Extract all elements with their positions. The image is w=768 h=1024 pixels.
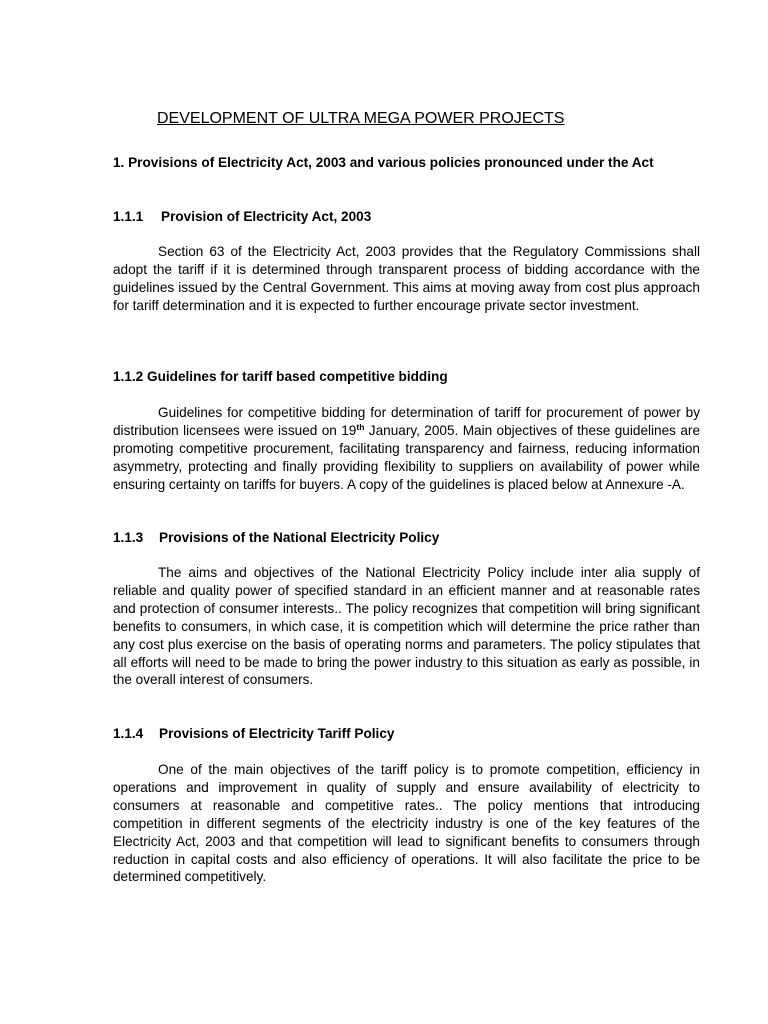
section-1-1-3-title: Provisions of the National Electricity Policy	[159, 530, 440, 545]
section-1-heading: 1. Provisions of Electricity Act, 2003 and various policies pronounced under the Act	[113, 155, 654, 170]
section-1-1-2-heading: 1.1.2 Guidelines for tariff based competitive bidding	[113, 369, 448, 384]
section-1-1-4-title: Provisions of Electricity Tariff Policy	[159, 726, 395, 741]
section-1-1-4-number: 1.1.4	[113, 726, 144, 741]
document-title: DEVELOPMENT OF ULTRA MEGA POWER PROJECTS	[157, 110, 565, 127]
section-1-1-3-paragraph	[113, 564, 700, 689]
section-1-1-1-title: Provision of Electricity Act, 2003	[161, 209, 372, 224]
section-1-1-3-text: The aims and objectives of the National Electricity Policy include inter alia supply of reliable and quality power of specified standard in an efficient manner and at reasonable rates and protection of consumer interests.. The policy recognizes that competition will bring significant benefits to consumers, in which case, it is competition which will determine the price rather than any cost plus exercise on the basis of operating norms and parameters. The policy stipulates that all efforts will need to be made to bring the power industry to this situation as early as possible, in the overall interest of consumers.	[113, 565, 700, 688]
section-1-1-4-heading	[113, 725, 394, 742]
section-1-1-4-text: One of the main objectives of the tariff policy is to promote competition, efficiency in operations and improvement in quality of supply and ensure availability of electricity to consumers at reasonable and competitive rates.. The policy mentions that introducing competition in different segments of the electricity industry is one of the key features of the Electricity Act, 2003 and that competition will lead to significant benefits to consumers through reduction in capital costs and also efficiency of operations. It will also facilitate the price to be determined competitively.	[113, 762, 700, 885]
section-1-1-1-text: Section 63 of the Electricity Act, 2003 provides that the Regulatory Commissions shall adopt the tariff if it is determined through transparent process of bidding accordance with the guidelines issued by the Central Government. This aims at moving away from cost plus approach for tariff determination and it is expected to further encourage private sector investment.	[113, 244, 700, 313]
section-1-1-2-text-b: January, 2005. Main objectives of these guidelines are promoting competitive procurement, facilitating transparency and fairness, reducing information asymmetry, protecting and finally providing flexibility to suppliers on availability of power while ensuring certainty on tariffs for buyers. A copy of the guidelines is placed below at Annexure -A.	[113, 422, 701, 492]
section-1-1-1-paragraph	[113, 243, 700, 315]
section-1-1-1-number: 1.1.1	[113, 209, 144, 224]
section-1-1-3-heading	[113, 529, 439, 546]
section-1-1-2-text-a: Guidelines for competitive bidding for determination of tariff for procurement of power by distribution licensees were issued on 19	[113, 405, 700, 438]
section-1-1-2-paragraph	[113, 404, 700, 494]
section-1-1-4-paragraph	[113, 761, 700, 886]
section-1-1-1-heading	[113, 208, 371, 225]
section-1-1-2-superscript: th	[356, 421, 365, 432]
section-1-1-3-number: 1.1.3	[113, 530, 144, 545]
